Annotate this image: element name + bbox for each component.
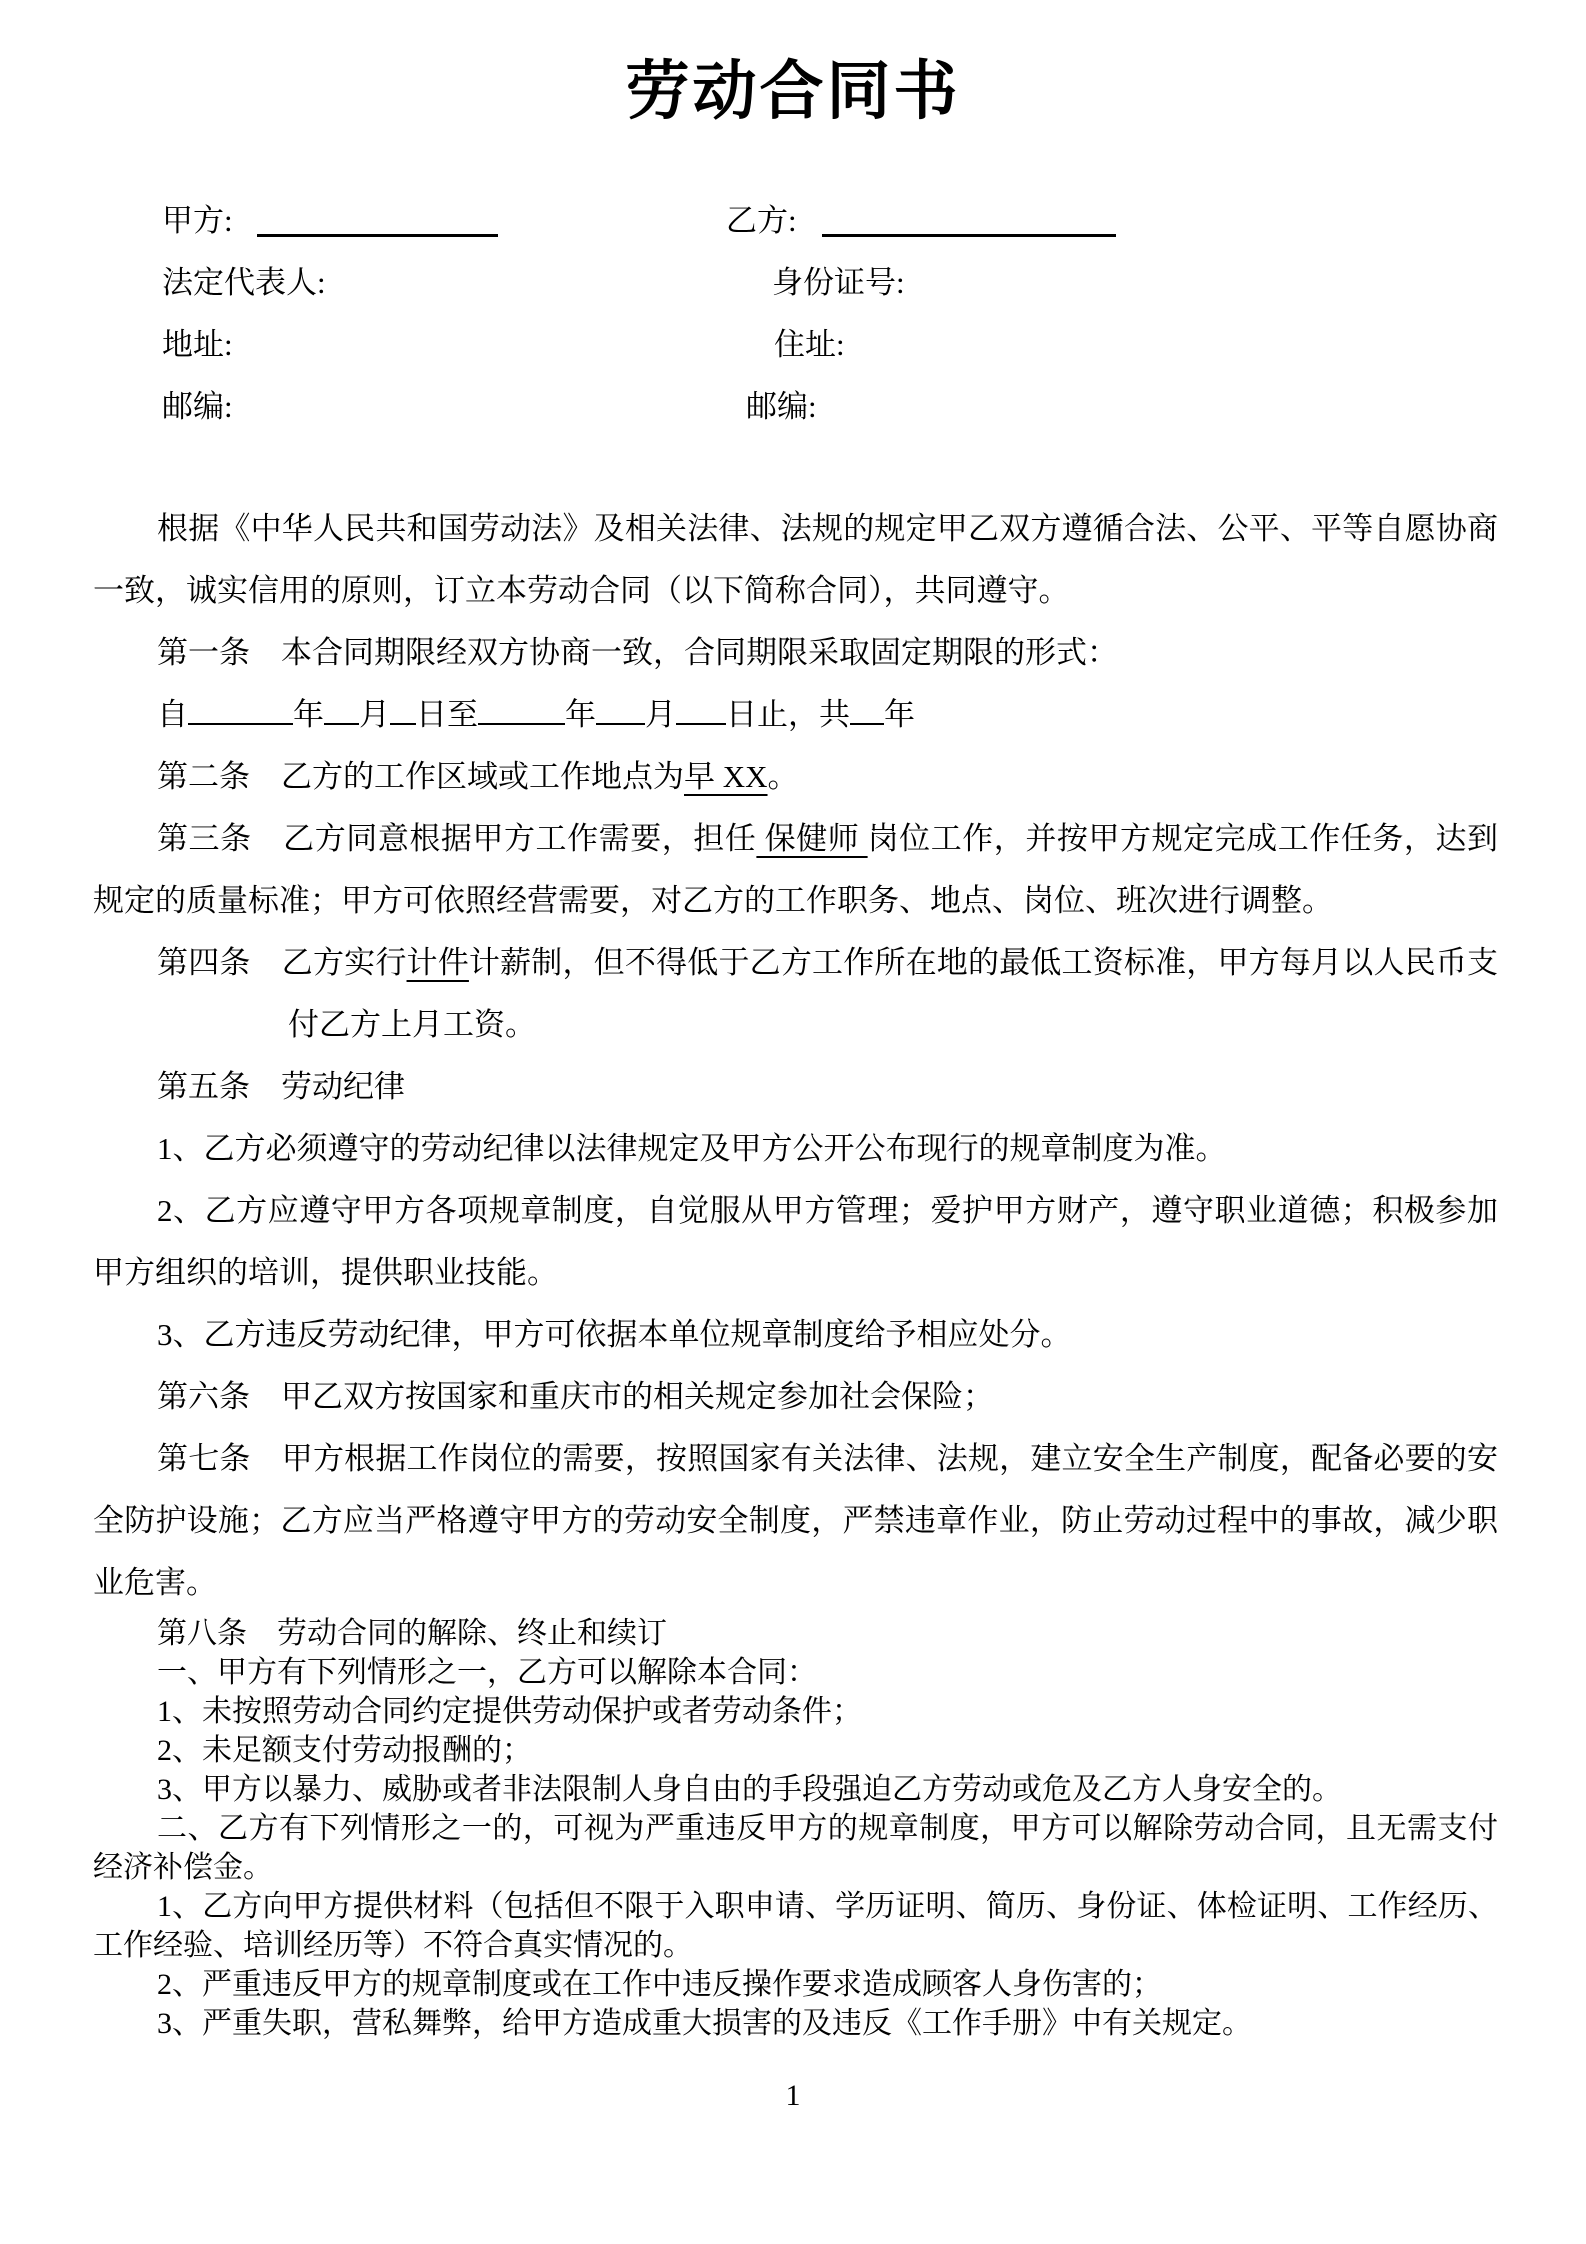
document-title: 劳动合同书 — [625, 55, 961, 127]
underlined-text: 保健师 — [756, 821, 868, 856]
header-row-postcode — [0, 376, 1586, 438]
paragraph — [93, 498, 1498, 622]
text-run: 日止，共 — [726, 697, 850, 732]
text-run: 第五条 劳动纪律 — [157, 1069, 405, 1104]
legal-representative-label: 法定代表人: — [162, 265, 326, 300]
paragraph — [93, 1366, 1498, 1428]
paragraph — [93, 1887, 1498, 1965]
text-run: 月 — [645, 697, 676, 732]
paragraph — [157, 932, 1499, 1056]
text-run: 月 — [359, 697, 390, 732]
text-run: 第六条 甲乙双方按国家和重庆市的相关规定参加社会保险； — [157, 1379, 994, 1414]
text-run: 第七条 甲方根据工作岗位的需要，按照国家有关法律、法规，建立安全生产制度，配备必要的安全防护设施；乙方应当严格遵守甲方的劳动安全制度，严禁违章作业，防止劳动过程中的事故，减少职业危害。 — [93, 1441, 1498, 1600]
party-b-label: 乙方: — [726, 203, 797, 238]
contract-body — [93, 498, 1498, 2043]
party-a-label: 甲方: — [162, 203, 233, 238]
header-row-address — [0, 314, 1586, 376]
paragraph — [93, 1692, 1498, 1731]
text-run: 二、乙方有下列情形之一的，可视为严重违反甲方的规章制度，甲方可以解除劳动合同，且无需支付经济补偿金。 — [93, 1812, 1498, 1884]
text-run: 。 — [767, 759, 799, 794]
blank-line — [850, 692, 884, 725]
paragraph — [93, 1428, 1498, 1614]
blank-line — [478, 692, 565, 725]
blank-line — [596, 692, 645, 725]
paragraph — [93, 2004, 1498, 2043]
paragraph — [93, 746, 1498, 808]
text-run: 3、严重失职，营私舞弊，给甲方造成重大损害的及违反《工作手册》中有关规定。 — [157, 2007, 1252, 2040]
text-run: 根据《中华人民共和国劳动法》及相关法律、法规的规定甲乙双方遵循合法、公平、平等自愿协商一致，诚实信用的原则，订立本劳动合同（以下简称合同），共同遵守。 — [93, 511, 1498, 608]
header-row-legal-rep — [0, 252, 1586, 314]
text-run: 自 — [157, 697, 188, 732]
paragraph — [93, 1965, 1498, 2004]
text-run: 3、乙方违反劳动纪律，甲方可依据本单位规章制度给予相应处分。 — [157, 1317, 1072, 1352]
text-run: 计薪制，但不得低于乙方工作所在地的最低工资标准，甲方每月以人民币支付乙方上月工资。 — [288, 945, 1499, 1042]
underlined-text: 计件 — [406, 945, 469, 980]
text-run: 年 — [884, 697, 915, 732]
paragraph — [93, 1180, 1498, 1304]
text-run: 年 — [293, 697, 324, 732]
paragraph — [93, 1304, 1498, 1366]
paragraph — [93, 684, 1498, 746]
text-run: 第二条 乙方的工作区域或工作地点为 — [157, 759, 684, 794]
text-run: 第八条 劳动合同的解除、终止和续订 — [157, 1617, 667, 1650]
text-run: 2、未足额支付劳动报酬的； — [157, 1734, 532, 1767]
text-run: 日至 — [416, 697, 478, 732]
paragraph — [93, 1614, 1498, 1653]
page-number: 1 — [785, 2079, 801, 2112]
blank-line — [390, 692, 416, 725]
id-number-label: 身份证号: — [772, 265, 905, 300]
header-row-party — [0, 190, 1586, 252]
address-label: 地址: — [162, 327, 233, 362]
paragraph — [93, 1770, 1498, 1809]
postcode-b-label: 邮编: — [746, 389, 817, 424]
text-run: 3、甲方以暴力、威胁或者非法限制人身自由的手段强迫乙方劳动或危及乙方人身安全的。 — [157, 1773, 1342, 1806]
text-run: 一、甲方有下列情形之一，乙方可以解除本合同： — [157, 1656, 817, 1689]
text-run: 第四条 乙方实行 — [157, 945, 407, 980]
residence-label: 住址: — [774, 327, 845, 362]
underlined-text: 早 XX — [684, 759, 768, 794]
paragraph — [93, 808, 1498, 932]
text-run: 第三条 乙方同意根据甲方工作需要，担任 — [157, 821, 757, 856]
blank-line — [188, 692, 293, 725]
paragraph — [93, 1653, 1498, 1692]
text-run: 1、未按照劳动合同约定提供劳动保护或者劳动条件； — [157, 1695, 862, 1728]
paragraph — [93, 1809, 1498, 1887]
text-run: 第一条 本合同期限经双方协商一致，合同期限采取固定期限的形式： — [157, 635, 1118, 670]
text-run: 1、乙方必须遵守的劳动纪律以法律规定及甲方公开公布现行的规章制度为准。 — [157, 1131, 1227, 1166]
blank-line — [676, 692, 726, 725]
party-a-blank-line — [257, 234, 498, 237]
paragraph — [93, 1056, 1498, 1118]
paragraph — [93, 1731, 1498, 1770]
blank-line — [324, 692, 359, 725]
text-run: 岗位工作，并按甲方规定完成工作任务，达到规定的质量标准；甲方可依照经营需要，对乙方的工作职务、地点、岗位、班次进行调整。 — [93, 821, 1499, 918]
postcode-a-label: 邮编: — [162, 389, 233, 424]
text-run: 2、乙方应遵守甲方各项规章制度，自觉服从甲方管理；爱护甲方财产，遵守职业道德；积极参加甲方组织的培训，提供职业技能。 — [93, 1193, 1498, 1290]
party-b-blank-line — [822, 234, 1116, 237]
text-run: 1、乙方向甲方提供材料（包括但不限于入职申请、学历证明、简历、身份证、体检证明、工作经历、工作经验、培训经历等）不符合真实情况的。 — [93, 1890, 1498, 1962]
paragraph — [93, 1118, 1498, 1180]
text-run: 2、严重违反甲方的规章制度或在工作中违反操作要求造成顾客人身伤害的； — [157, 1968, 1162, 2001]
text-run: 年 — [565, 697, 596, 732]
paragraph — [93, 622, 1498, 684]
